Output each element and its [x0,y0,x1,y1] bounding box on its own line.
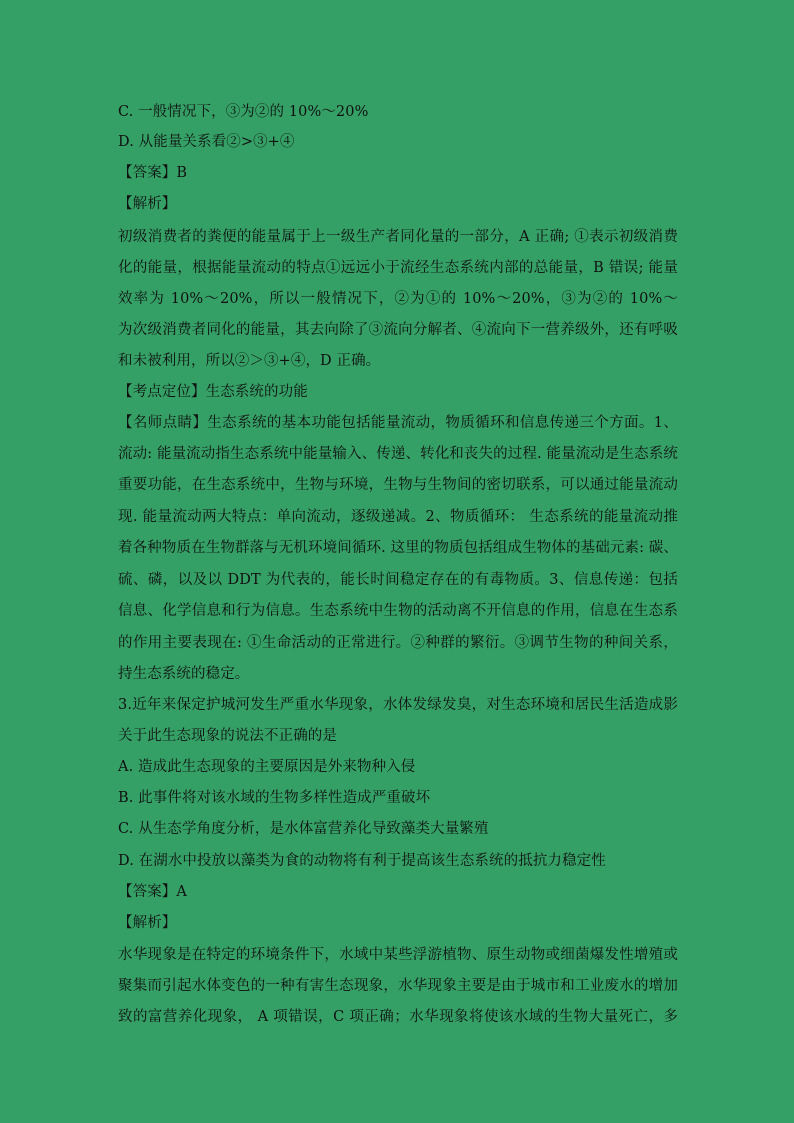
q2-option-d: D. 从能量关系看②>③+④ [118,134,295,150]
q2-analysis-label: 【解析】 [118,196,177,212]
q2-tips-line: 【名师点睛】生态系统的基本功能包括能量流动，物质循环和信息传递三个方面。1、 [118,415,678,431]
q2-analysis-line: 和未被利用，所以②＞③+④，D 正确。 [118,353,381,369]
q3-analysis-label: 【解析】 [118,915,177,931]
q2-answer: 【答案】B [118,165,188,181]
q2-analysis-line: 初级消费者的粪便的能量属于上一级生产者同化量的一部分，A 正确; ①表示初级消费 [118,229,678,245]
q2-tips-line: 信息、化学信息和行为信息。生态系统中生物的活动离不开信息的作用，信息在生态系 [118,603,678,619]
q2-analysis-line: 为次级消费者同化的能量，其去向除了③流向分解者、④流向下一营养级外，还有呼吸 [118,322,678,338]
q2-tips-line: 的作用主要表现在: ①生命活动的正常进行。②种群的繁衍。③调节生物的种间关系， [118,635,678,651]
q2-tips-line: 持生态系统的稳定。 [118,666,250,682]
q2-key-point: 【考点定位】生态系统的功能 [118,384,308,400]
q3-option-c: C. 从生态学角度分析，是水体富营养化导致藻类大量繁殖 [118,821,489,837]
q3-analysis-line: 水华现象是在特定的环境条件下，水域中某些浮游植物、原生动物或细菌爆发性增殖或 [118,947,678,963]
q2-tips-line: 流动: 能量流动指生态系统中能量输入、传递、转化和丧失的过程. 能量流动是生态系统 [118,446,678,462]
q3-option-a: A. 造成此生态现象的主要原因是外来物种入侵 [118,759,416,775]
q3-stem-line: 关于此生态现象的说法不正确的是 [118,728,337,744]
q3-option-d: D. 在湖水中投放以藻类为食的动物将有利于提高该生态系统的抵抗力稳定性 [118,853,606,869]
q3-stem-line: 3.近年来保定护城河发生严重水华现象，水体发绿发臭，对生态环境和居民生活造成影 [118,697,678,713]
q2-tips-line: 重要功能，在生态系统中，生物与环境，生物与生物间的密切联系，可以通过能量流动 [118,477,678,493]
q2-tips-line: 硫、磷，以及以 DDT 为代表的，能长时间稳定存在的有毒物质。3、信息传递：包括 [118,572,678,588]
q3-analysis-line: 聚集而引起水体变色的一种有害生态现象，水华现象主要是由于城市和工业废水的增加 [118,978,678,994]
q2-tips-line: 现. 能量流动两大特点：单向流动，逐级递减。2、物质循环： 生态系统的能量流动推 [118,509,678,525]
q2-tips-line: 着各种物质在生物群落与无机环境间循环. 这里的物质包括组成生物体的基础元素: 碳、 [118,540,678,556]
q3-answer: 【答案】A [118,884,187,900]
q3-analysis-line: 致的富营养化现象， A 项错误，C 项正确；水华现象将使该水域的生物大量死亡，多 [118,1009,678,1025]
q2-option-c: C. 一般情况下，③为②的 10%～20% [118,104,369,120]
q2-analysis-line: 化的能量，根据能量流动的特点①远远小于流经生态系统内部的总能量，B 错误; 能量 [118,260,678,276]
q2-analysis-line: 效率为 10%～20%，所以一般情况下，②为①的 10%～20%，③为②的 10%～ [118,291,678,307]
q3-option-b: B. 此事件将对该水域的生物多样性造成严重破坏 [118,790,431,806]
